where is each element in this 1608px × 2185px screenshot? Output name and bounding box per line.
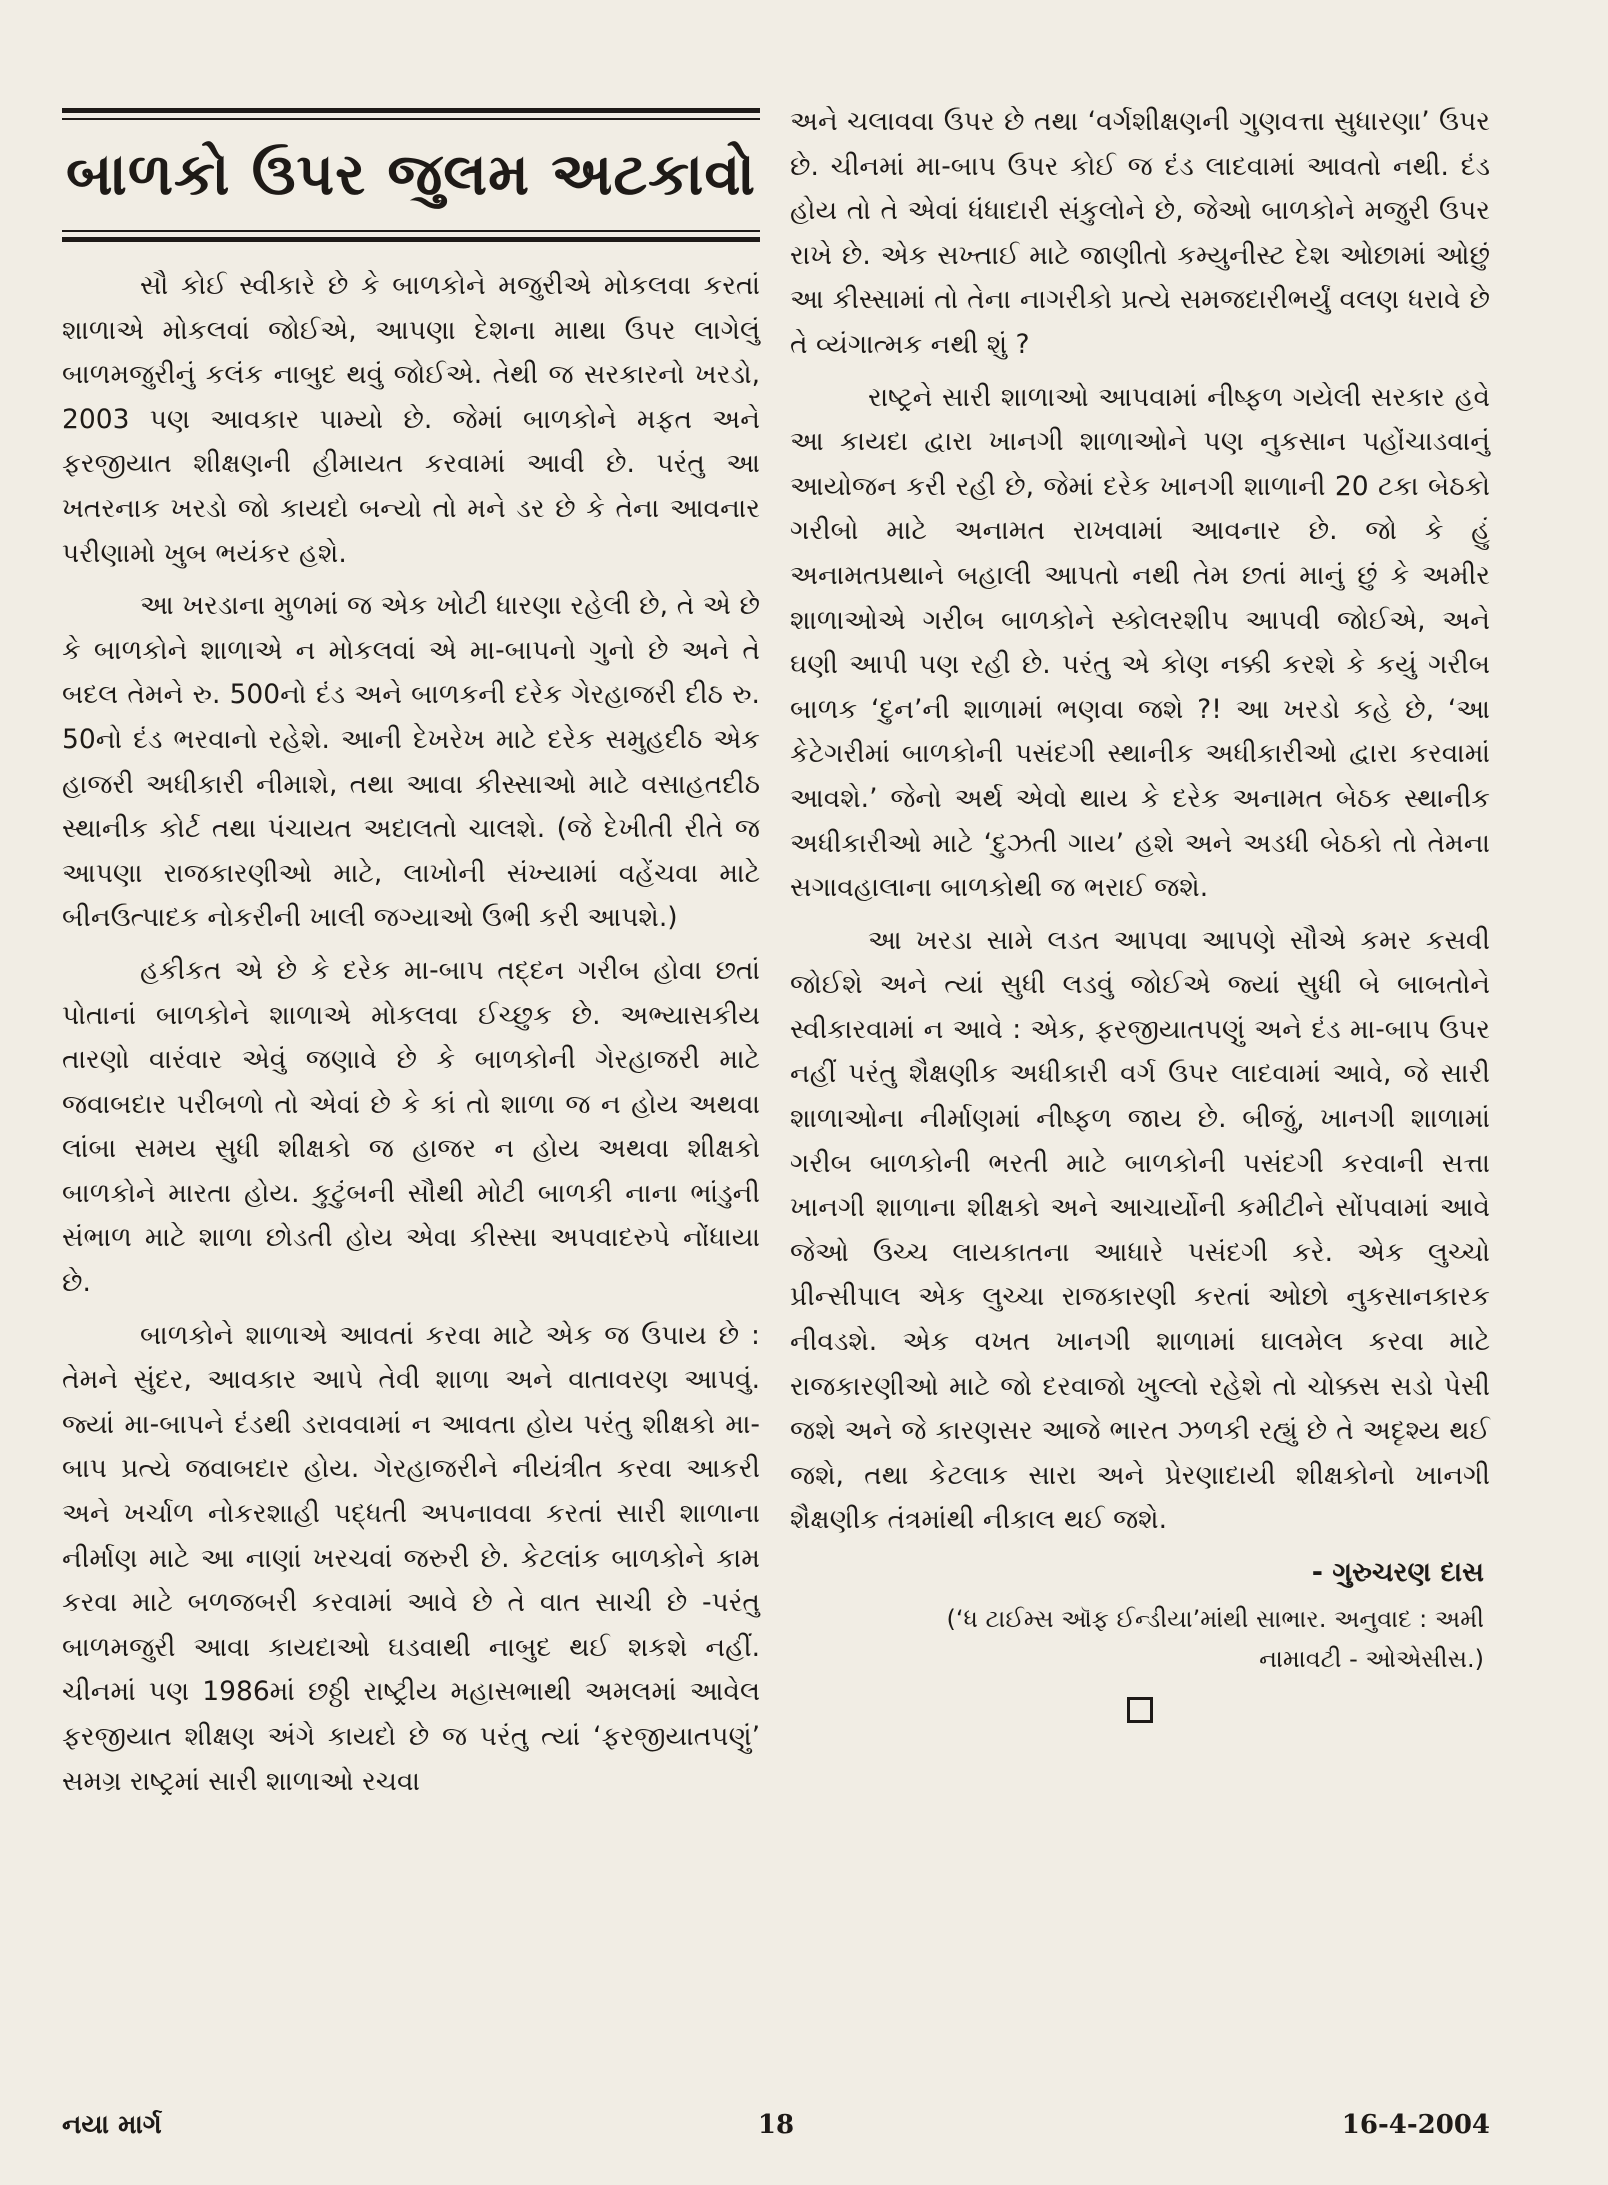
- author-name: - ગુરુચરણ દાસ: [1311, 1557, 1484, 1588]
- article-title: બાળકો ઉપર જુલમ અટકાવો: [66, 140, 756, 208]
- left-column: [62, 100, 760, 1812]
- paragraph-left-2: આ ખરડાના મુળમાં જ એક ખોટી ધારણા રહેલી છે, તે એ છે કે બાળકોને શાળાએ ન મોકલવાં એ મા-બાપનો ગુનો છે અને તે બદલ તેમને રુ. 500નો દંડ અને બાળકની દરેક ગેરહાજરી દીઠ રુ. 50નો દંડ ભરવાનો રહેશે. આની દેખરેખ માટે દરેક સમુહદીઠ એક હાજરી અધીકારી નીમાશે, તથા આવા કીસ્સાઓ માટે વસાહતદીઠ સ્થાનીક કોર્ટ તથા પંચાયત અદાલતો ચાલશે. (જે દેખીતી રીતે જ આપણા રાજકારણીઓ માટે, લાખોની સંખ્યામાં વહેંચવા માટે બીનઉત્પાદક નોકરીની ખાલી જગ્યાઓ ઉભી કરી આપશે.): [62, 590, 760, 934]
- source-credit-line-1: (‘ધ ટાઈમ્સ ઑફ ઈન્ડીયા’માંથી સાભાર. અનુવાદ : અમી: [946, 1605, 1484, 1633]
- title-block: [62, 100, 760, 242]
- paragraph-left-3: હકીકત એ છે કે દરેક મા-બાપ તદ્દન ગરીબ હોવા છતાં પોતાનાં બાળકોને શાળાએ મોકલવા ઈચ્છુક છે. અભ્યાસકીય તારણો વારંવાર એવું જણાવે છે કે બાળકોની ગેરહાજરી માટે જવાબદાર પરીબળો તો એવાં છે કે કાં તો શાળા જ ન હોય અથવા લાંબા સમય સુધી શીક્ષકો જ હાજર ન હોય અથવા શીક્ષકો બાળકોને મારતા હોય. કુટુંબની સૌથી મોટી બાળકી નાના ભાંડુની સંભાળ માટે શાળા છોડતી હોય એવા કીસ્સા અપવાદરુપે નોંધાયા છે.: [62, 954, 760, 1299]
- title-rule-bottom-thick: [62, 237, 760, 242]
- paragraph-right-2: રાષ્ટ્રને સારી શાળાઓ આપવામાં નીષ્ફળ ગયેલી સરકાર હવે આ કાયદા દ્વારા ખાનગી શાળાઓને પણ નુકસાન પહોંચાડવાનું આયોજન કરી રહી છે, જેમાં દરેક ખાનગી શાળાની 20 ટકા બેઠકો ગરીબો માટે અનામત રાખવામાં આવનાર છે. જો કે હું અનામતપ્રથાને બહાલી આપતો નથી તેમ છતાં માનું છું કે અમીર શાળાઓએ ગરીબ બાળકોને સ્કોલરશીપ આપવી જોઈએ, અને ઘણી આપી પણ રહી છે. પરંતુ એ કોણ નક્કી કરશે કે કયું ગરીબ બાળક ‘દુન’ની શાળામાં ભણવા જશે ?! આ ખરડો કહે છે, ‘આ કેટેગરીમાં બાળકોની પસંદગી સ્થાનીક અધીકારીઓ દ્વારા કરવામાં આવશે.’ જેનો અર્થ એવો થાય કે દરેક અનામત બેઠક સ્થાનીક અધીકારીઓ માટે ‘દુઝતી ગાય’ હશે અને અડધી બેઠકો તો તેમના સગાવહાલાના બાળકોથી જ ભરાઈ જશે.: [790, 381, 1490, 904]
- title-rule-bottom-thin: [62, 230, 760, 232]
- paragraph-left-4: બાળકોને શાળાએ આવતાં કરવા માટે એક જ ઉપાય છે : તેમને સુંદર, આવકાર આપે તેવી શાળા અને વાતાવરણ આપવું. જ્યાં મા-બાપને દંડથી ડરાવવામાં ન આવતા હોય પરંતુ શીક્ષકો મા-બાપ પ્રત્યે જવાબદાર હોય. ગેરહાજરીને નીયંત્રીત કરવા આકરી અને ખર્ચાળ નોકરશાહી પદ્ધતી અપનાવવા કરતાં સારી શાળાના નીર્માણ માટે આ નાણાં ખરચવાં જરુરી છે. કેટલાંક બાળકોને કામ કરવા માટે બળજબરી કરવામાં આવે છે તે વાત સાચી છે -પરંતુ બાળમજુરી આવા કાયદાઓ ઘડવાથી નાબુદ થઈ શકશે નહીં. ચીનમાં પણ 1986માં છઠ્ઠી રાષ્ટ્રીય મહાસભાથી અમલમાં આવેલ ફરજીયાત શીક્ષણ અંગે કાયદો છે જ પરંતુ ત્યાં ‘ફરજીયાતપણું’ સમગ્ર રાષ્ટ્રમાં સારી શાળાઓ રચવા: [62, 1319, 760, 1797]
- end-square-icon: [1127, 1697, 1153, 1723]
- paragraph-right-1: અને ચલાવવા ઉપર છે તથા ‘વર્ગશીક્ષણની ગુણવત્તા સુધારણા’ ઉપર છે. ચીનમાં મા-બાપ ઉપર કોઈ જ દંડ લાદવામાં આવતો નથી. દંડ હોય તો તે એવાં ધંધાદારી સંકુલોને છે, જેઓ બાળકોને મજુરી ઉપર રાખે છે. એક સખ્તાઈ માટે જાણીતો કમ્યુનીસ્ટ દેશ ઓછામાં ઓછું આ કીસ્સામાં તો તેના નાગરીકો પ્રત્યે સમજદારીભર્યું વલણ ધરાવે છે તે વ્યંગાત્મક નથી શું ?: [790, 106, 1490, 360]
- title-rule-top-thin: [62, 118, 760, 120]
- right-column: [790, 100, 1490, 1723]
- title-rule-bottom: [62, 230, 760, 242]
- title-rule-top-thick: [62, 108, 760, 113]
- page-number: 18: [757, 2110, 795, 2140]
- page-footer: [62, 2110, 1490, 2150]
- source-credit-line-2: નામાવટી - ઓએસીસ.): [1259, 1645, 1484, 1673]
- publication-name: નયા માર્ગ: [62, 2110, 162, 2140]
- paragraph-right-3: આ ખરડા સામે લડત આપવા આપણે સૌએ કમર કસવી જોઈશે અને ત્યાં સુધી લડવું જોઈએ જ્યાં સુધી બે બાબતોને સ્વીકારવામાં ન આવે : એક, ફરજીયાતપણું અને દંડ મા-બાપ ઉપર નહીં પરંતુ શૈક્ષણીક અધીકારી વર્ગ ઉપર લાદવામાં આવે, જે સારી શાળાઓના નીર્માણમાં નીષ્ફળ જાય છે. બીજું, ખાનગી શાળામાં ગરીબ બાળકોની ભરતી માટે બાળકોની પસંદગી કરવાની સત્તા ખાનગી શાળાના શીક્ષકો અને આચાર્યોની કમીટીને સોંપવામાં આવે જેઓ ઉચ્ચ લાયકાતના આધારે પસંદગી કરે. એક લુચ્ચો પ્રીન્સીપાલ એક લુચ્ચા રાજકારણી કરતાં ઓછો નુકસાનકારક નીવડશે. એક વખત ખાનગી શાળામાં ઘાલમેલ કરવા માટે રાજકારણીઓ માટે જો દરવાજો ખુલ્લો રહેશે તો ચોક્કસ સડો પેસી જશે અને જે કારણસર આજે ભારત ઝળકી રહ્યું છે તે અદૃશ્ય થઈ જશે, તથા કેટલાક સારા અને પ્રેરણાદાયી શીક્ષકોનો ખાનગી શૈક્ષણીક તંત્રમાંથી નીકાલ થઈ જશે.: [790, 924, 1490, 1536]
- issue-date: 16-4-2004: [1341, 2110, 1490, 2140]
- paragraph-left-1: સૌ કોઈ સ્વીકારે છે કે બાળકોને મજુરીએ મોકલવા કરતાં શાળાએ મોકલવાં જોઈએ, આપણા દેશના માથા ઉપર લાગેલું બાળમજુરીનું કલંક નાબુદ થવું જોઈએ. તેથી જ સરકારનો ખરડો, 2003 પણ આવકાર પામ્યો છે. જેમાં બાળકોને મફત અને ફરજીયાત શીક્ષણની હીમાયત કરવામાં આવી છે. પરંતુ આ ખતરનાક ખરડો જો કાયદો બન્યો તો મને ડર છે કે તેના આવનાર પરીણામો ખુબ ભયંકર હશે.: [62, 270, 760, 569]
